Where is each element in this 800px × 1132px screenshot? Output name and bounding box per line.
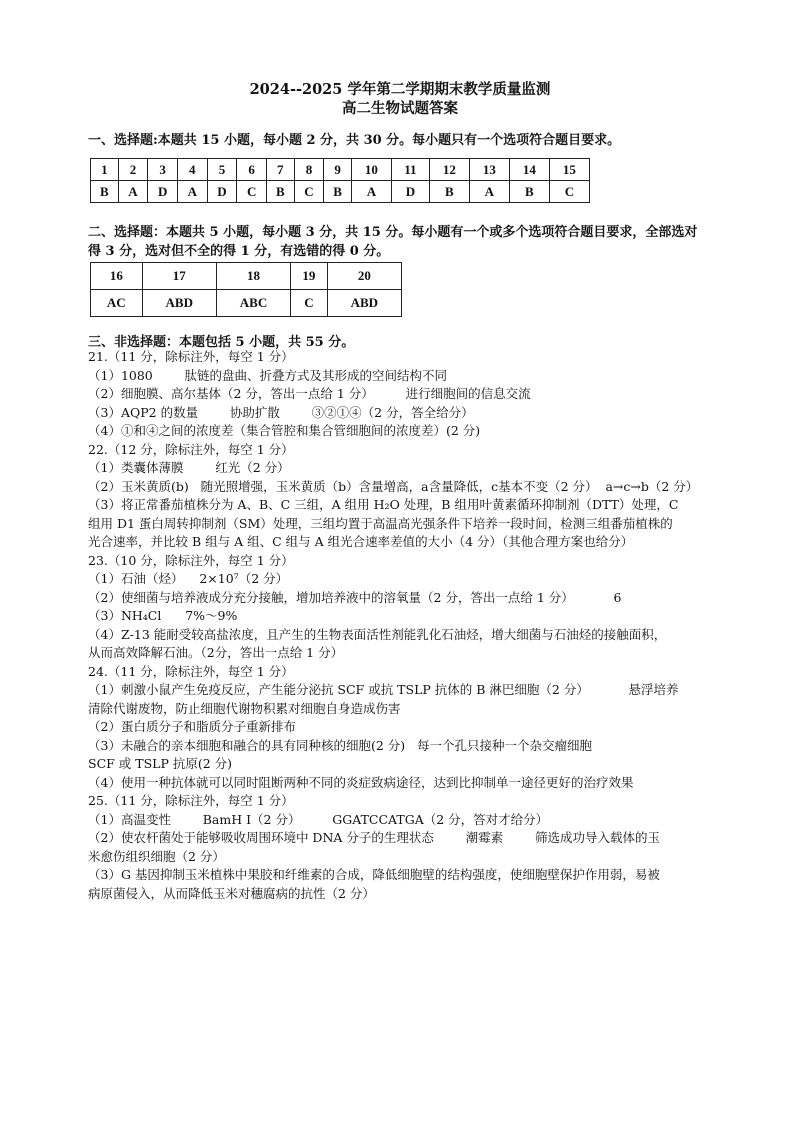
answer-cell: B xyxy=(509,181,549,203)
section2-heading-line2: 得 3 分，选对但不全的得 1 分，有选错的得 0 分。 xyxy=(88,244,390,259)
answer-line: （1）类囊体薄膜 红光（2 分） xyxy=(88,460,290,475)
section2-answer-table xyxy=(90,262,402,317)
section2-heading-line1: 二、选择题：本题共 5 小题，每小题 3 分，共 15 分。每小题有一个或多个选项符合题目要求，全部选对 xyxy=(88,225,698,240)
answer-line: 清除代谢废物，防止细胞代谢物积累对细胞自身造成伤害 xyxy=(88,700,401,716)
answer-cell: AC xyxy=(91,290,143,317)
question-number-cell: 9 xyxy=(324,159,352,181)
question-number-cell: 5 xyxy=(207,159,237,181)
answer-line: （1）刺激小鼠产生免疫反应，产生能分泌抗 SCF 或抗 TSLP 抗体的 B 淋巴细胞（2 分） 悬浮培养 xyxy=(88,682,679,697)
question-number-cell: 13 xyxy=(469,159,509,181)
answer-line: （3）G 基因抑制玉米植株中果胶和纤维素的合成，降低细胞壁的结构强度，使细胞壁保护作用弱，易被 xyxy=(88,867,660,882)
answer-line: （2）使细菌与培养液成分充分接触，增加培养液中的溶氧量（2 分，答出一点给 1 分） 6 xyxy=(88,589,622,605)
answer-cell: B xyxy=(91,181,119,203)
answer-line: SCF 或 TSLP 抗原(2 分) xyxy=(88,756,233,771)
answer-line: （3）AQP2 的数量 协助扩散 ③②①④（2 分，答全给分） xyxy=(88,404,474,420)
question-number-cell: 18 xyxy=(216,263,290,290)
question-number-cell: 14 xyxy=(509,159,549,181)
section3-answers xyxy=(88,348,738,903)
answer-line: （1）高温变性 BamH I（2 分） GGATCCATGA（2 分，答对才给分） xyxy=(88,811,549,827)
section3-heading: 三、非选择题：本题包括 5 小题，共 55 分。 xyxy=(88,335,355,350)
question-number-cell: 16 xyxy=(91,263,143,290)
answer-cell: D xyxy=(148,181,178,203)
answer-cell: A xyxy=(469,181,509,203)
question-number-cell: 6 xyxy=(237,159,267,181)
question-number-cell: 17 xyxy=(142,263,216,290)
question-number-cell: 4 xyxy=(177,159,207,181)
document-title: 2024--2025 学年第二学期期末教学质量监测 xyxy=(249,81,551,98)
answer-line: （4）Z-13 能耐受较高盐浓度，且产生的生物表面活性剂能乳化石油烃，增大细菌与石油烃的接触面积， xyxy=(88,626,667,642)
answer-cell: B xyxy=(324,181,352,203)
question-number-cell: 11 xyxy=(391,159,429,181)
answer-cell: ABD xyxy=(142,290,216,317)
answer-cell: B xyxy=(429,181,469,203)
answer-line: 光合速率，并比较 B 组与 A 组、C 组与 A 组光合速率差值的大小（4 分）（其他合理方案也给分） xyxy=(88,534,634,549)
answer-cell: C xyxy=(294,181,324,203)
question-number-cell: 19 xyxy=(291,263,328,290)
answer-cell: A xyxy=(351,181,391,203)
answer-cell: ABC xyxy=(216,290,290,317)
answer-line: （2）细胞膜、高尔基体（2 分，答出一点给 1 分） 进行细胞间的信息交流 xyxy=(88,386,531,401)
answer-line: （4）①和④之间的浓度差（集合管腔和集合管细胞间的浓度差）(2 分) xyxy=(88,423,481,438)
answer-cell: C xyxy=(291,290,328,317)
question-number-cell: 20 xyxy=(327,263,401,290)
answer-line: （3）未融合的亲本细胞和融合的具有同种核的细胞(2 分) 每一个孔只接种一个杂交瘤细胞 xyxy=(88,737,593,753)
section1-heading: 一、选择题:本题共 15 小题，每小题 2 分，共 30 分。每小题只有一个选项符合题目要求。 xyxy=(88,133,621,148)
question-number-cell: 12 xyxy=(429,159,469,181)
answer-cell: A xyxy=(118,181,148,203)
question-number-cell: 3 xyxy=(148,159,178,181)
answer-line: 21.（11 分，除标注外，每空 1 分） xyxy=(88,349,294,364)
question-number-cell: 7 xyxy=(266,159,294,181)
answer-line: 米愈伤组织细胞（2 分） xyxy=(88,848,225,864)
answer-cell: D xyxy=(391,181,429,203)
answer-line: （1）石油（烃） 2×10⁷（2 分） xyxy=(88,571,289,586)
question-number-cell: 15 xyxy=(549,159,589,181)
answer-line: （3）将正常番茄植株分为 A、B、C 三组，A 组用 H₂O 处理，B 组用叶黄素循环抑制剂（DTT）处理，C xyxy=(88,497,679,512)
answer-cell: C xyxy=(237,181,267,203)
answer-cell: B xyxy=(266,181,294,203)
question-number-cell: 2 xyxy=(118,159,148,181)
answer-line: （4）使用一种抗体就可以同时阻断两种不同的炎症致病途径，达到比抑制单一途径更好的治疗效果 xyxy=(88,774,634,790)
answer-line: （1）1080 肽链的盘曲、折叠方式及其形成的空间结构不同 xyxy=(88,367,448,383)
answer-cell: ABD xyxy=(327,290,401,317)
question-number-cell: 10 xyxy=(351,159,391,181)
answer-cell: D xyxy=(207,181,237,203)
answer-cell: C xyxy=(549,181,589,203)
answer-line: （2）蛋白质分子和脂质分子重新排布 xyxy=(88,719,296,734)
question-number-cell: 8 xyxy=(294,159,324,181)
section1-answer-table xyxy=(90,158,590,203)
answer-line: 从而高效降解石油。（2分，答出一点给 1 分） xyxy=(88,645,344,660)
answer-line: （2）玉米黄质(b) 随光照增强，玉米黄质（b）含量增高，a含量降低，c基本不变（2 分） a→c→b（2 分） xyxy=(88,478,699,494)
answer-line: （3）NH₄Cl 7%～9% xyxy=(88,608,238,623)
answer-line: 22.（12 分，除标注外，每空 1 分） xyxy=(88,441,294,457)
document-subtitle: 高二生物试题答案 xyxy=(342,100,458,117)
answer-line: （2）使农杆菌处于能够吸收周围环境中 DNA 分子的生理状态 潮霉素 筛选成功导入载体的玉 xyxy=(88,830,660,845)
answer-cell: A xyxy=(177,181,207,203)
question-number-cell: 1 xyxy=(91,159,119,181)
answer-line: 病原菌侵入，从而降低玉米对穗腐病的抗性（2 分） xyxy=(88,885,375,901)
answer-line: 组用 D1 蛋白周转抑制剂（SM）处理，三组均置于高温高光强条件下培养一段时间，检测三组番茄植株的 xyxy=(88,515,673,531)
answer-line: 25.（11 分，除标注外，每空 1 分） xyxy=(88,793,294,808)
answer-line: 23.（10 分，除标注外，每空 1 分） xyxy=(88,552,294,568)
answer-line: 24.（11 分，除标注外，每空 1 分） xyxy=(88,663,294,679)
